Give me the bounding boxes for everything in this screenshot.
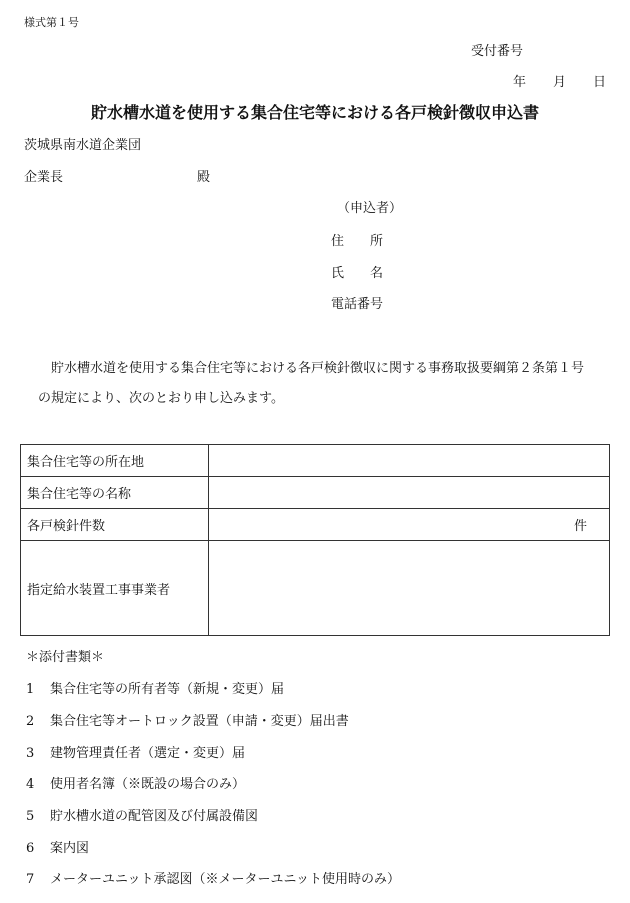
attachment-item: [26, 868, 400, 887]
applicant-address-label: 住 所: [331, 234, 384, 249]
attachment-item: [26, 805, 258, 824]
date-day-label: 日: [593, 75, 607, 90]
addressee-title: 企業長: [24, 170, 64, 185]
attachment-item: [26, 710, 349, 729]
attachment-number: 3: [26, 746, 35, 761]
date-month-label: 月: [553, 75, 567, 90]
applicant-phone-label: 電話番号: [331, 297, 384, 312]
applicant-heading: （申込者）: [337, 201, 403, 216]
form-number: 様式第１号: [24, 16, 79, 29]
meter-count-field[interactable]: 件: [209, 509, 610, 541]
table-row: [21, 509, 610, 541]
table-row: [21, 445, 610, 477]
attachment-number: 6: [26, 841, 35, 856]
attachment-text: 案内図: [50, 841, 90, 856]
attachment-number: 1: [26, 682, 35, 697]
attachment-item: [26, 837, 89, 856]
contractor-label: 指定給水装置工事事業者: [21, 541, 209, 636]
document-title: 貯水槽水道を使用する集合住宅等における各戸検針徴収申込書: [90, 103, 539, 122]
statement-line-2: の規定により、次のとおり申し込みます。: [38, 391, 284, 406]
applicant-name-label: 氏 名: [331, 266, 384, 281]
attachment-text: 集合住宅等の所有者等（新規・変更）届: [50, 682, 285, 697]
statement-line-1: 貯水槽水道を使用する集合住宅等における各戸検針徴収に関する事務取扱要綱第２条第１号: [51, 361, 585, 376]
receipt-number-label: 受付番号: [471, 44, 524, 59]
attachment-number: 5: [26, 809, 35, 824]
attachment-text: 使用者名簿（※既設の場合のみ）: [50, 777, 246, 792]
location-field[interactable]: [209, 445, 610, 477]
addressee-honorific: 殿: [197, 170, 211, 185]
application-details-table: [20, 444, 610, 636]
building-name-label: 集合住宅等の名称: [21, 477, 209, 509]
table-row: [21, 541, 610, 636]
addressee-organization: 茨城県南水道企業団: [24, 138, 142, 153]
attachment-number: 4: [26, 777, 35, 792]
attachment-item: [26, 742, 245, 761]
attachment-text: 集合住宅等オートロック設置（申請・変更）届出書: [50, 714, 349, 729]
attachment-item: [26, 773, 245, 792]
table-row: [21, 477, 610, 509]
location-label: 集合住宅等の所在地: [21, 445, 209, 477]
attachment-number: 7: [26, 872, 35, 887]
date-year-label: 年: [513, 75, 527, 90]
contractor-field[interactable]: [209, 541, 610, 636]
meter-count-label: 各戸検針件数: [21, 509, 209, 541]
building-name-field[interactable]: [209, 477, 610, 509]
attachment-item: [26, 678, 284, 697]
attachment-number: 2: [26, 714, 35, 729]
date-line: [513, 71, 606, 90]
attachments-heading: ＊添付書類＊: [26, 650, 105, 665]
attachment-text: メーターユニット承認図（※メーターユニット使用時のみ）: [50, 872, 400, 887]
attachment-text: 建物管理責任者（選定・変更）届: [50, 746, 246, 761]
application-statement: [24, 354, 614, 414]
attachment-text: 貯水槽水道の配管図及び付属設備図: [50, 809, 259, 824]
